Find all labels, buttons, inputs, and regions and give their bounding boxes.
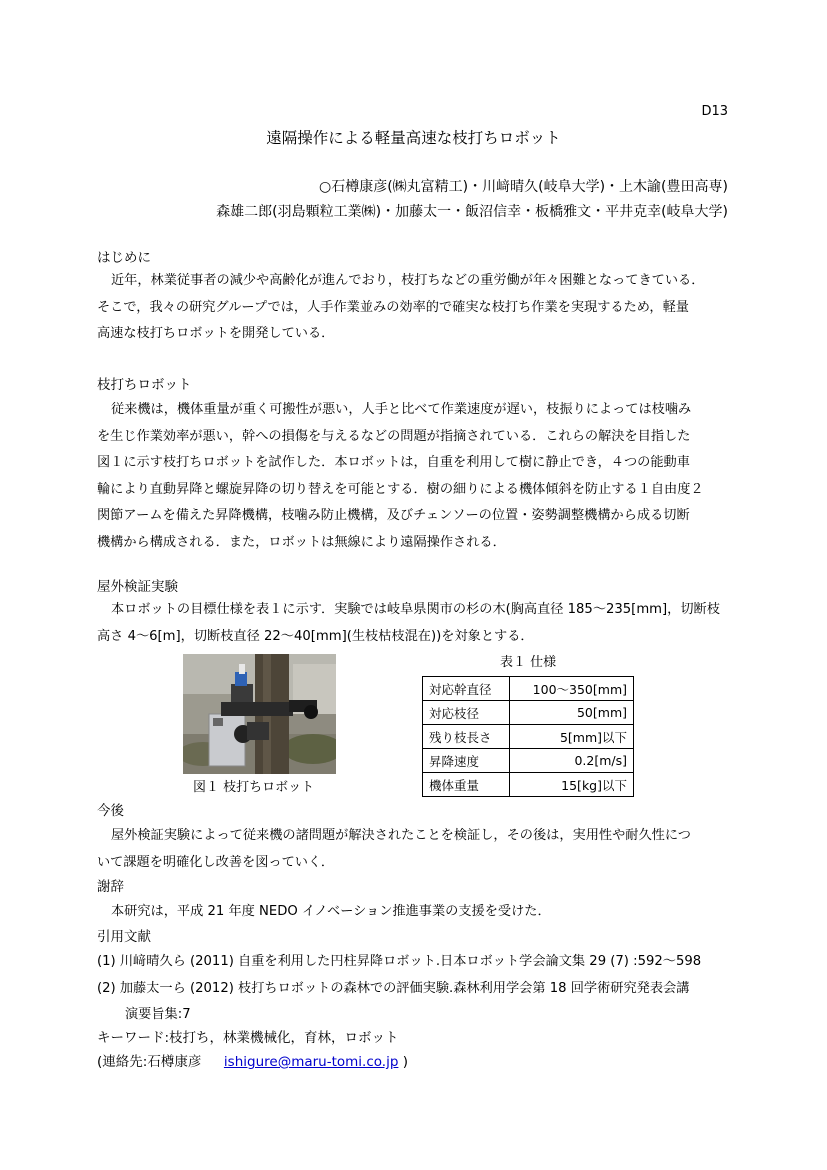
section-heading-future: 今後 — [97, 803, 124, 819]
table-cell-label: 機体重量 — [423, 773, 510, 797]
table-row — [423, 749, 634, 773]
refs-list — [97, 949, 729, 1029]
text-line: そこで，我々の研究グループでは，人手作業並みの効率的で確実な枝打ち作業を実現するため，軽量 — [97, 299, 689, 315]
reference-item: (1) 川﨑晴久ら (2011) 自重を利用した円柱昇降ロボット.日本ロボット学会論文集 29 (7) :592～598 — [97, 954, 702, 969]
text-line: 機構から構成される．また，ロボットは無線により遠隔操作される． — [97, 534, 506, 550]
contact-line — [97, 1053, 408, 1071]
text-line: を生じ作業効率が悪い，幹への損傷を与えるなどの問題が指摘されている．これらの解決を目指した — [97, 428, 691, 444]
text-line: 図１に示す枝打ちロボットを試作した．本ロボットは，自重を利用して樹に静止でき，４つの能動車 — [97, 455, 690, 471]
table-cell-label: 対応枝径 — [423, 701, 510, 725]
section-heading-intro: はじめに — [97, 250, 151, 266]
section-heading-field: 屋外検証実験 — [97, 579, 178, 595]
authors-line-2: 森雄二郎(羽島顆粒工業㈱)・加藤太一・飯沼信幸・板橋雅文・平井克幸(岐阜大学) — [216, 204, 728, 220]
table-cell-value: 15[kg]以下 — [510, 773, 634, 797]
table-cell-label: 昇降速度 — [423, 749, 510, 773]
table-cell-label: 残り枝長さ — [423, 725, 510, 749]
intro-paragraph — [97, 268, 729, 348]
spec-table — [422, 676, 634, 797]
table-row — [423, 677, 634, 701]
text-line: 関節アームを備えた昇降機構，枝噛み防止機構，及びチェンソーの位置・姿勢調整機構から成る切断 — [97, 508, 690, 524]
section-heading-robot: 枝打ちロボット — [97, 377, 192, 393]
keywords: キーワード:枝打ち，林業機械化，育林，ロボット — [97, 1030, 399, 1046]
reference-item: (2) 加藤太一ら (2012) 枝打ちロボットの森林での評価実験.森林利用学会第 18 回学術研究発表会講 — [97, 980, 690, 996]
robot-photo — [183, 654, 336, 774]
reference-item-cont: 演要旨集:7 — [125, 1007, 191, 1023]
robot-paragraph — [97, 397, 729, 557]
authors-line-1: ○石樽康彦(㈱丸富精工)・川﨑晴久(岐阜大学)・上木諭(豊田高専) — [319, 179, 728, 195]
text-line: 本ロボットの目標仕様を表１に示す．実験では岐阜県関市の杉の木(胸高直径 185～235[mm]，切断枝 — [111, 602, 720, 617]
contact-email-link[interactable]: ishigure@maru-tomi.co.jp — [223, 1054, 399, 1070]
text-line: 高速な枝打ちロボットを開発している． — [97, 326, 335, 342]
contact-prefix: (連絡先:石樽康彦 — [97, 1054, 202, 1070]
field-paragraph — [97, 597, 729, 650]
text-line: 屋外検証実験によって従来機の諸問題が解決されたことを検証し，その後は，実用性や耐久性につ — [111, 828, 691, 843]
table-cell-value: 5[mm]以下 — [510, 725, 634, 749]
text-line: いて課題を明確化し改善を図っていく． — [97, 854, 335, 870]
table-caption: 表１ 仕様 — [500, 655, 557, 670]
table-row — [423, 725, 634, 749]
paper-title: 遠隔操作による軽量高速な枝打ちロボット — [266, 129, 561, 147]
text-line: 従来機は，機体重量が重く可搬性が悪い，人手と比べて作業速度が遅い，枝振りによっては枝噛み — [111, 402, 692, 417]
text-line: 高さ 4～6[m]，切断枝直径 22～40[mm](生枝枯枝混在))を対象とする． — [97, 628, 534, 644]
table-row — [423, 773, 634, 797]
table-cell-value: 50[mm] — [510, 701, 634, 725]
ack-paragraph — [97, 899, 729, 926]
text-line: 輪により直動昇降と螺旋昇降の切り替えを可能とする．樹の細りによる機体傾斜を防止する１自由度２ — [97, 481, 704, 497]
future-paragraph — [97, 823, 729, 876]
contact-suffix: ) — [402, 1054, 408, 1070]
figure-caption: 図１ 枝打ちロボット — [193, 780, 315, 795]
paper-code: D13 — [701, 104, 728, 119]
text-line: 本研究は，平成 21 年度 NEDO イノベーション推進事業の支援を受けた． — [111, 904, 551, 919]
table-cell-value: 0.2[m/s] — [510, 749, 634, 773]
table-row — [423, 701, 634, 725]
section-heading-ack: 謝辞 — [97, 879, 124, 895]
table-cell-value: 100～350[mm] — [510, 677, 634, 701]
table-cell-label: 対応幹直径 — [423, 677, 510, 701]
robot-photo-illustration — [183, 654, 336, 774]
section-heading-refs: 引用文献 — [97, 929, 151, 945]
text-line: 近年，林業従事者の減少や高齢化が進んでおり，枝打ちなどの重労働が年々困難となってきている． — [111, 273, 705, 288]
